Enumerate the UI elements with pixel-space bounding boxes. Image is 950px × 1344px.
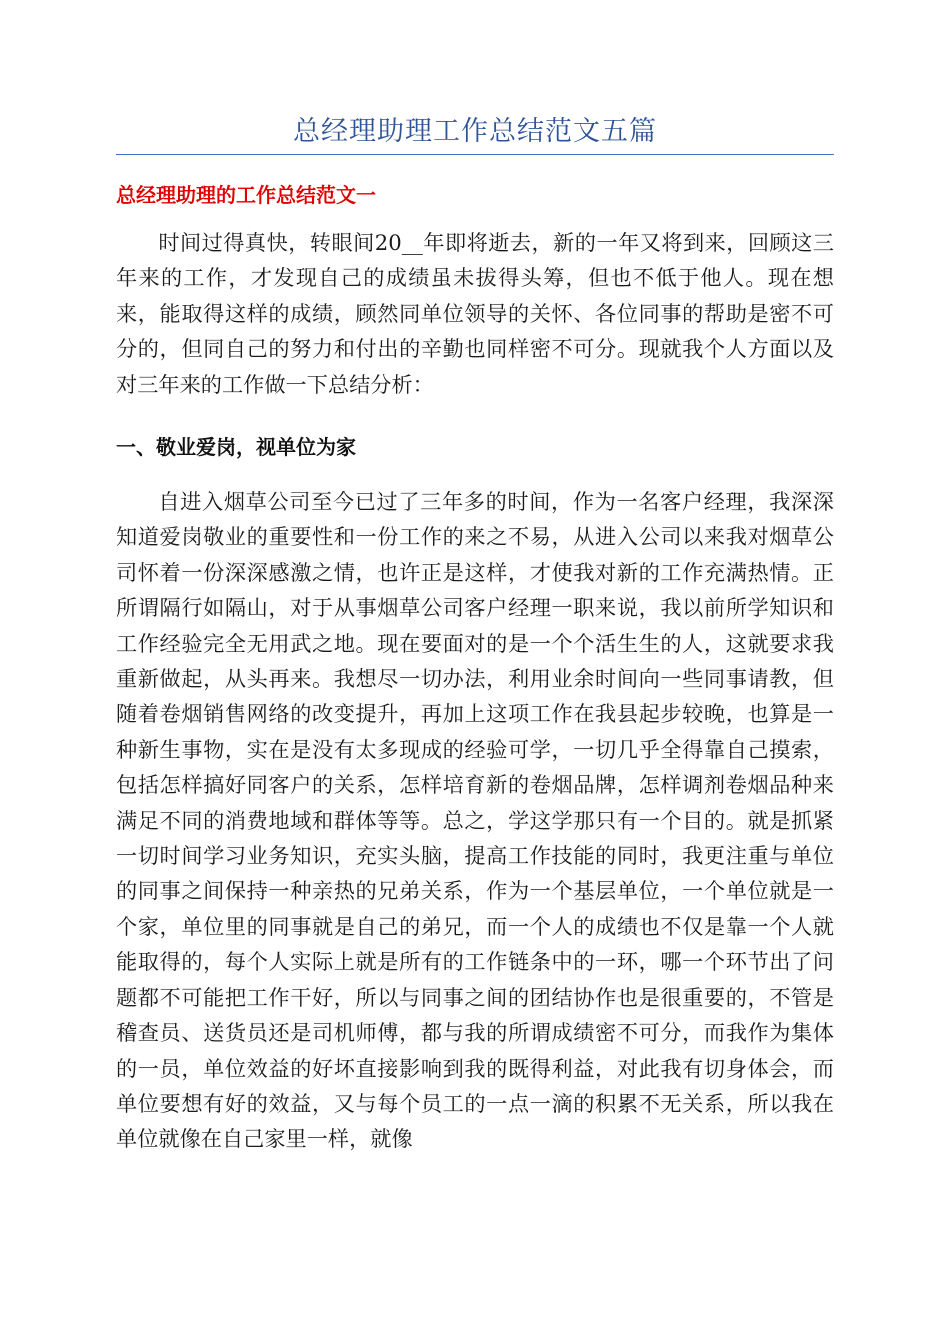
body-paragraph-2: 自进入烟草公司至今已过了三年多的时间，作为一名客户经理，我深深知道爱岗敬业的重要性和一份工作的来之不易，从进入公司以来我对烟草公司怀着一份深深感激之情，也许正是这样，才使我对新的工作充满热情。正所谓隔行如隔山，对于从事烟草公司客户经理一职来说，我以前所学知识和工作经验完全无用武之地。现在要面对的是一个个活生生的人，这就要求我重新做起，从头再来。我想尽一切办法，利用业余时间向一些同事请教，但随着卷烟销售网络的改变提升，再加上这项工作在我县起步较晚，也算是一种新生事物，实在是没有太多现成的经验可学，一切几乎全得靠自己摸索，包括怎样搞好同客户的关系，怎样培育新的卷烟品牌，怎样调剂卷烟品种来满足不同的消费地域和群体等等。总之，学这学那只有一个目的。就是抓紧一切时间学习业务知识，充实头脑，提高工作技能的同时，我更注重与单位的同事之间保持一种亲热的兄弟关系，作为一个基层单位，一个单位就是一个家，单位里的同事就是自己的弟兄，而一个人的成绩也不仅是靠一个人就能取得的，每个人实际上就是所有的工作链条中的一环，哪一个环节出了问题都不可能把工作干好，所以与同事之间的团结协作也是很重要的，不管是稽查员、送货员还是司机师傅，都与我的所谓成绩密不可分，而我作为集体的一员，单位效益的好坏直接影响到我的既得利益，对此我有切身体会，而单位要想有好的效益，又与每个员工的一点一滴的积累不无关系，所以我在单位就像在自己家里一样，就像 — [116, 489, 834, 1152]
title-underline — [116, 154, 834, 155]
subheading-1: 一、敬业爱岗，视单位为家 — [116, 435, 356, 459]
body-paragraph-1: 时间过得真快，转眼间20__年即将逝去，新的一年又将到来，回顾这三年来的工作，才发现自己的成绩虽未拔得头筹，但也不低于他人。现在想来，能取得这样的成绩，顾然同单位领导的关怀、各位同事的帮助是密不可分的，但同自己的努力和付出的辛勤也同样密不可分。现就我个人方面以及对三年来的工作做一下总结分析： — [116, 230, 834, 397]
section-heading: 总经理助理的工作总结范文一 — [116, 183, 376, 207]
document-title: 总经理助理工作总结范文五篇 — [293, 116, 657, 147]
